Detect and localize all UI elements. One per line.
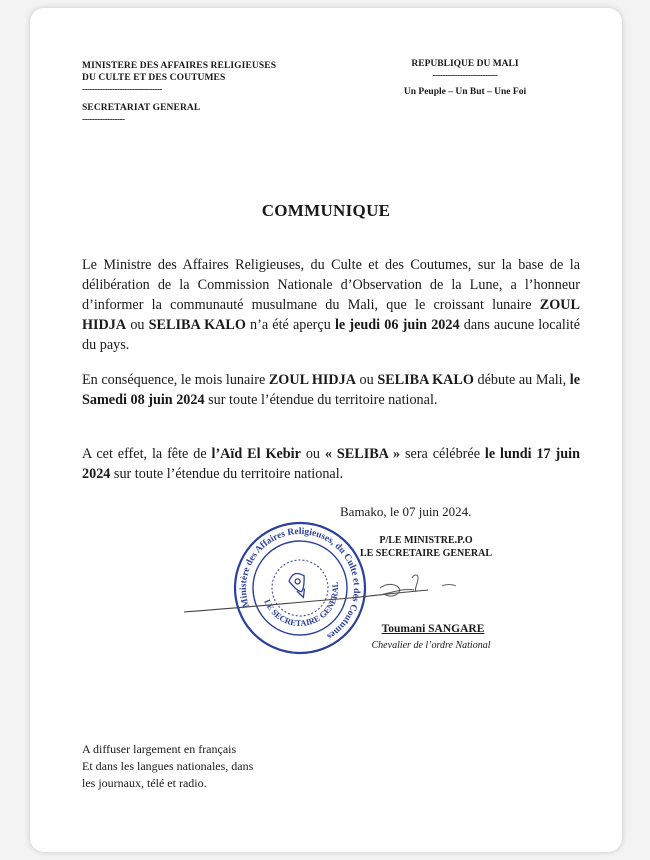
distribution-note (82, 741, 253, 792)
p1-text-1: Le Ministre des Affaires Religieuses, du Culte et des Coutumes, sur la base de la délibération de la Commission Nationale d’Observation de la Lune, a l’honneur d’informer la communauté musulmane du Mali, que le croissant lunaire (82, 257, 580, 313)
stamp-outer-text: Ministère des Affaires Religieuses, du Culte et des Coutumes (238, 526, 362, 642)
distribution-line3: les journaux, télé et radio. (82, 776, 207, 790)
country-name: REPUBLIQUE DU MALI (411, 59, 519, 69)
secretariat-divider: ----------------- (82, 114, 125, 124)
p2-bold-1: ZOUL HIDJA (268, 372, 356, 388)
p3-text-3: sera célébrée (400, 446, 485, 462)
p2-bold-3: le Samedi 08 juin 2024 (82, 372, 580, 408)
p1-text-4: dans aucune localité du pays. (82, 317, 580, 353)
distribution-line2: Et dans les langues nationales, dans (82, 759, 254, 773)
signatory-role-line2: LE SECRETAIRE GENERAL (359, 548, 493, 559)
p3-text-1: A cet effet, la fête de (82, 446, 212, 462)
p1-bold-2: SELIBA KALO (148, 317, 246, 333)
signatory-role-line1: P/LE MINISTRE.P.O (379, 535, 473, 546)
paragraph-eid-date (82, 444, 580, 484)
p3-bold-3: le lundi 17 juin 2024 (82, 446, 580, 482)
p3-text-2: ou (300, 446, 325, 462)
p2-bold-2: SELIBA KALO (377, 372, 474, 388)
republic-header (390, 58, 540, 98)
p1-text-2: ou (126, 317, 149, 333)
handwritten-signature (180, 568, 500, 628)
republic-divider: -------------------------- (432, 70, 498, 80)
p1-bold-3: le jeudi 06 juin 2024 (334, 317, 460, 333)
place-and-date: Bamako, le 07 juin 2024. (340, 504, 472, 519)
signatory-name: Toumani SANGARE (381, 623, 485, 635)
p3-bold-2: « SELIBA » (324, 446, 401, 462)
p3-bold-1: l’Aïd El Kebir (211, 446, 301, 462)
paragraph-observation (82, 255, 580, 355)
paragraph-month-start (82, 370, 580, 410)
ministry-name-line2: DU CULTE ET DES COUTUMES (82, 73, 226, 83)
p1-bold-1: ZOUL HIDJA (82, 297, 580, 333)
p2-text-1: En conséquence, le mois lunaire (82, 372, 269, 388)
p2-text-2: ou (355, 372, 378, 388)
document-page (30, 8, 622, 852)
document-title: COMMUNIQUE (261, 201, 391, 220)
secretariat-label: SECRETARIAT GENERAL (82, 103, 201, 113)
p3-text-4: sur toute l’étendue du territoire national. (110, 466, 344, 482)
national-motto: Un Peuple – Un But – Une Foi (403, 87, 527, 97)
p2-text-4: sur toute l’étendue du territoire national. (204, 392, 438, 408)
ministry-header (82, 60, 276, 124)
distribution-line1: A diffuser largement en français (82, 742, 237, 756)
ministry-name-line1: MINISTERE DES AFFAIRES RELIGIEUSES (82, 61, 277, 71)
stamp-inner-text: LE SECRETAIRE GENERAL (262, 581, 341, 629)
p1-text-3: n’a été aperçu (245, 317, 335, 333)
p2-text-3: débute au Mali, (473, 372, 570, 388)
header-divider: -------------------------------- (82, 84, 162, 94)
signatory-distinction: Chevalier de l’ordre National (371, 640, 491, 651)
